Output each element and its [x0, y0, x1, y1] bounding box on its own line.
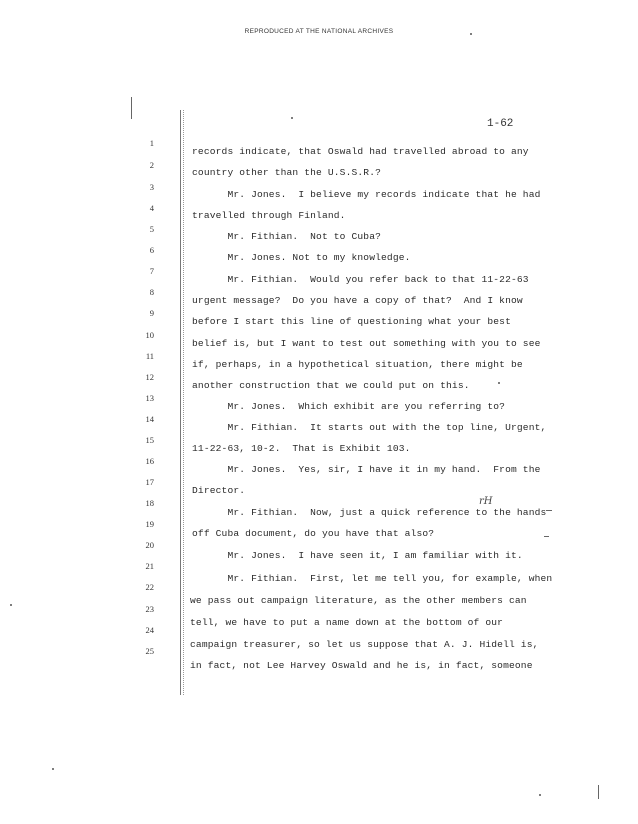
transcript-line: in fact, not Lee Harvey Oswald and he is, in fact, someone	[190, 660, 533, 671]
transcript-line: records indicate, that Oswald had travelled abroad to any	[192, 146, 529, 157]
line-number: 19	[145, 519, 154, 529]
transcript-line: belief is, but I want to test out something with you to see	[192, 338, 541, 349]
line-number: 14	[145, 414, 154, 424]
line-number: 5	[149, 224, 154, 234]
scan-artifact	[291, 117, 293, 119]
line-number: 25	[145, 646, 154, 656]
transcript-line: Mr. Fithian. Now, just a quick reference to the hands	[192, 507, 547, 518]
transcript-line: Mr. Jones. I have seen it, I am familiar with it.	[192, 550, 523, 561]
scan-artifact	[544, 536, 549, 537]
transcript-line: urgent message? Do you have a copy of that? And I know	[192, 295, 523, 306]
line-number: 6	[149, 245, 154, 255]
line-number: 7	[149, 266, 154, 276]
transcript-line: before I start this line of questioning what your best	[192, 316, 511, 327]
line-number: 15	[145, 435, 154, 445]
transcript-line: Mr. Fithian. Not to Cuba?	[192, 231, 382, 242]
handwritten-annotation: rH	[479, 496, 493, 507]
line-number: 12	[145, 372, 154, 382]
scan-artifact	[546, 510, 552, 511]
line-number: 4	[149, 203, 154, 213]
transcript-line: Mr. Jones. I believe my records indicate that he had	[192, 189, 541, 200]
line-number: 22	[145, 582, 154, 592]
page-number: 1-62	[487, 118, 514, 130]
scan-artifact	[131, 97, 132, 119]
transcript-line: Mr. Jones. Yes, sir, I have it in my hand. From the	[192, 464, 541, 475]
transcript-line: another construction that we could put on this.	[192, 380, 470, 391]
transcript-line: Mr. Jones. Not to my knowledge.	[192, 252, 411, 263]
transcript-line: Mr. Fithian. Would you refer back to that 11-22-63	[192, 274, 529, 285]
line-number: 1	[149, 138, 154, 148]
scan-artifact	[498, 382, 500, 384]
line-number: 24	[145, 625, 154, 635]
line-number: 13	[145, 393, 154, 403]
transcript-line: we pass out campaign literature, as the other members can	[190, 595, 527, 606]
transcript-line: Mr. Fithian. It starts out with the top line, Urgent,	[192, 422, 547, 433]
transcript-line: campaign treasurer, so let us suppose that A. J. Hidell is,	[190, 639, 539, 650]
line-number: 20	[145, 540, 154, 550]
line-number: 3	[149, 182, 154, 192]
line-number: 8	[149, 287, 154, 297]
transcript-line: tell, we have to put a name down at the bottom of our	[190, 617, 504, 628]
line-number: 10	[145, 330, 154, 340]
transcript-line: if, perhaps, in a hypothetical situation, there might be	[192, 359, 523, 370]
transcript-line: country other than the U.S.S.R.?	[192, 167, 382, 178]
line-number: 2	[149, 160, 154, 170]
line-number: 18	[145, 498, 154, 508]
line-number: 21	[145, 561, 154, 571]
margin-rule	[180, 110, 181, 695]
scan-artifact	[539, 794, 541, 796]
transcript-line: travelled through Finland.	[192, 210, 346, 221]
scan-artifact	[10, 604, 12, 606]
archive-stamp: REPRODUCED AT THE NATIONAL ARCHIVES	[244, 28, 394, 35]
line-number: 17	[145, 477, 154, 487]
scan-artifact	[52, 768, 54, 770]
transcript-line: Mr. Jones. Which exhibit are you referring to?	[192, 401, 506, 412]
margin-rule-secondary	[183, 110, 184, 695]
line-number: 9	[149, 308, 154, 318]
line-number: 23	[145, 604, 154, 614]
transcript-line: Director.	[192, 485, 246, 496]
transcript-line: off Cuba document, do you have that also?	[192, 528, 435, 539]
transcript-line: 11-22-63, 10-2. That is Exhibit 103.	[192, 443, 411, 454]
scan-artifact	[598, 785, 599, 799]
line-number: 11	[145, 351, 154, 361]
scan-artifact	[470, 33, 472, 35]
line-number: 16	[145, 456, 154, 466]
transcript-line: Mr. Fithian. First, let me tell you, for example, when	[192, 573, 553, 584]
